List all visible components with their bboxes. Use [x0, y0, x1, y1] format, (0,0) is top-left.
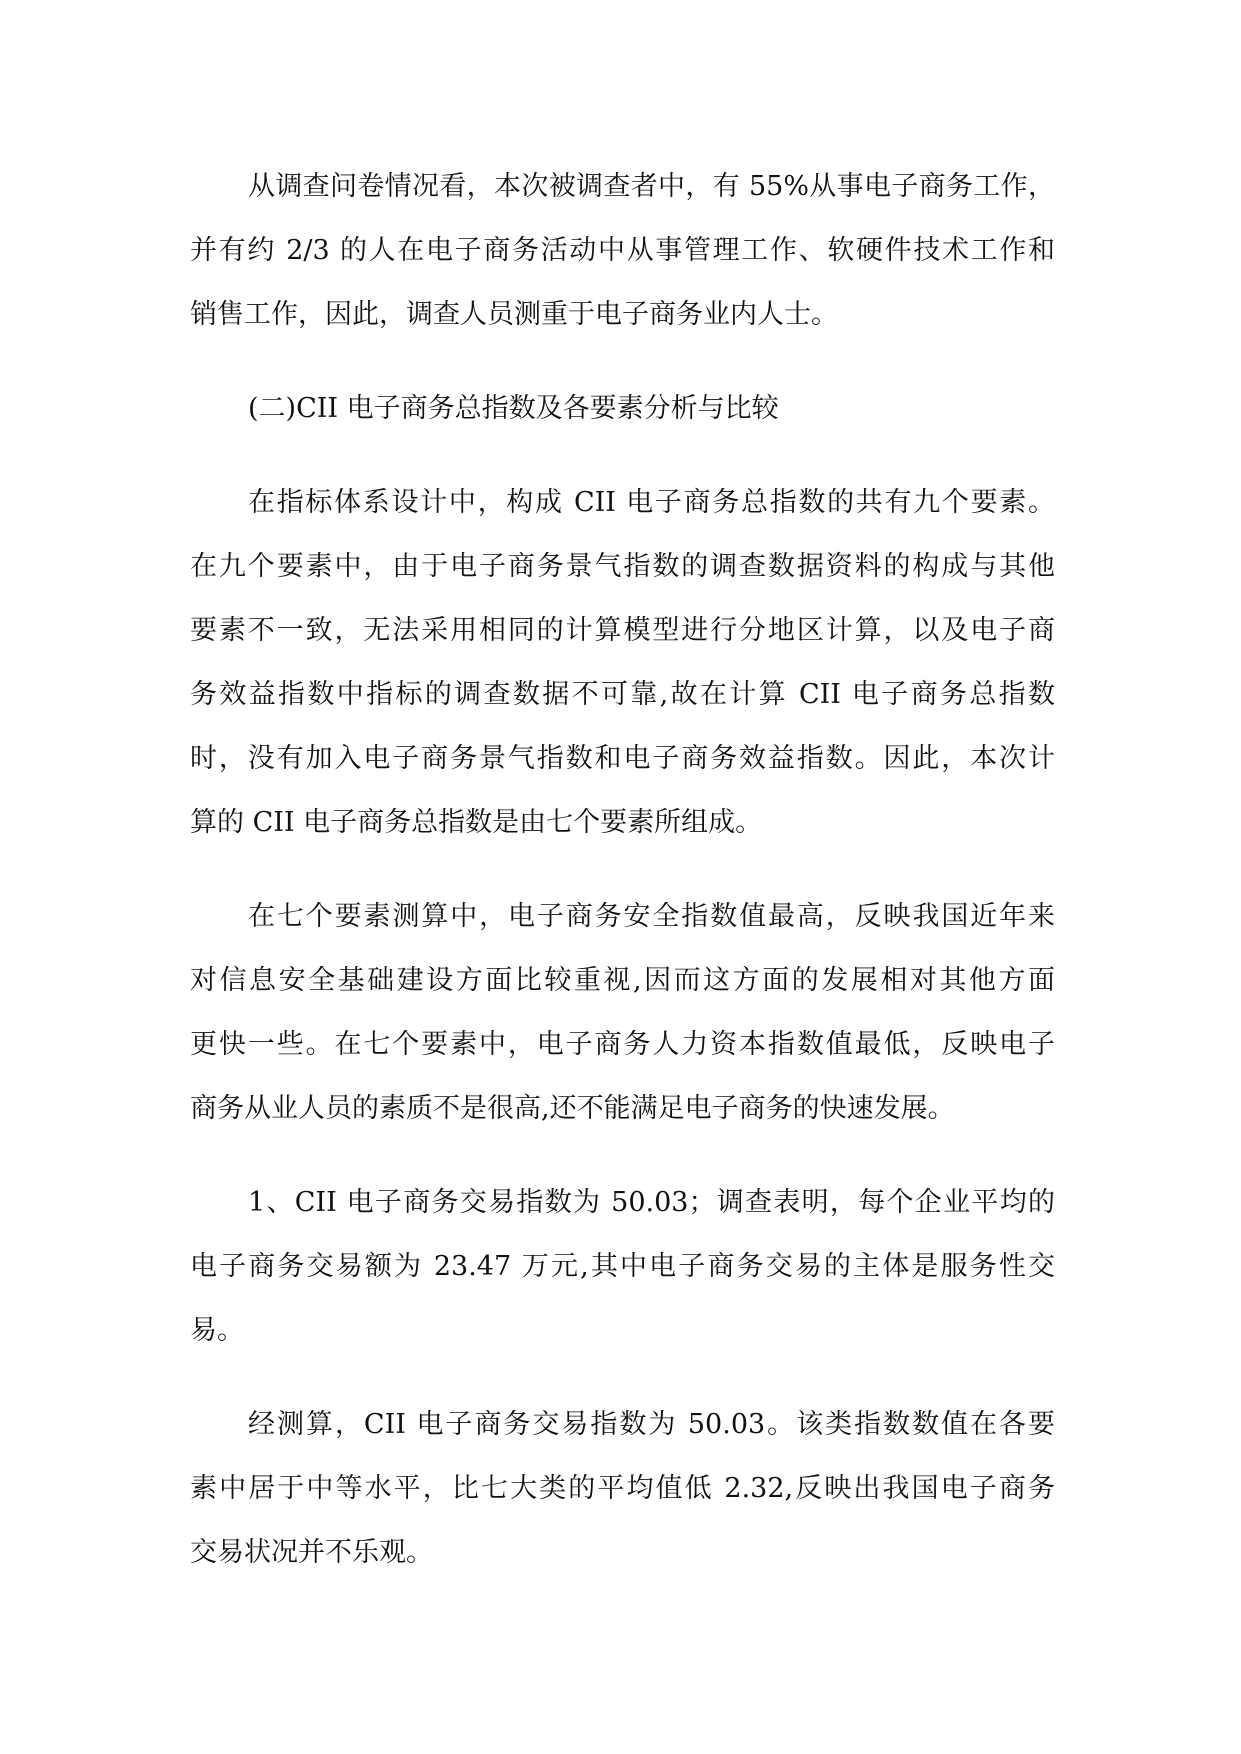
paragraph-line: 易。 — [190, 1315, 244, 1346]
body-paragraph — [190, 1171, 1055, 1363]
body-paragraph — [190, 1393, 1055, 1585]
paragraph-line: 在九个要素中，由于电子商务景气指数的调查数据资料的构成与其他 — [190, 551, 1055, 582]
paragraph-line: 商务从业人员的素质不是很高,还不能满足电子商务的快速发展。 — [190, 1093, 955, 1124]
body-paragraph — [190, 471, 1055, 855]
section-heading: (二)CII 电子商务总指数及各要素分析与比较 — [248, 393, 779, 424]
paragraph-line: 时，没有加入电子商务景气指数和电子商务效益指数。因此，本次计 — [190, 743, 1055, 774]
document-body — [190, 155, 1055, 1615]
paragraph-line: 销售工作，因此，调查人员测重于电子商务业内人士。 — [190, 299, 838, 330]
paragraph-line: 对信息安全基础建设方面比较重视,因而这方面的发展相对其他方面 — [190, 965, 1055, 996]
paragraph-first-line: 经测算，CII 电子商务交易指数为 50.03。该类指数数值在各要 — [248, 1409, 1055, 1440]
paragraph-first-line: 在指标体系设计中，构成 CII 电子商务总指数的共有九个要素。 — [248, 487, 1055, 518]
paragraph-first-line: 从调查问卷情况看，本次被调查者中，有 55%从事电子商务工作， — [248, 171, 1055, 202]
body-paragraph — [190, 885, 1055, 1141]
paragraph-line: 务效益指数中指标的调查数据不可靠,故在计算 CII 电子商务总指数 — [190, 679, 1055, 710]
paragraph-line: 要素不一致，无法采用相同的计算模型进行分地区计算，以及电子商 — [190, 615, 1055, 646]
paragraph-line: 素中居于中等水平，比七大类的平均值低 2.32,反映出我国电子商务 — [190, 1473, 1055, 1504]
intro-paragraph — [190, 155, 1055, 347]
body-paragraphs — [190, 471, 1055, 1585]
paragraph-line: 算的 CII 电子商务总指数是由七个要素所组成。 — [190, 807, 763, 838]
paragraph-line: 电子商务交易额为 23.47 万元,其中电子商务交易的主体是服务性交 — [190, 1251, 1055, 1282]
paragraph-line: 并有约 2/3 的人在电子商务活动中从事管理工作、软硬件技术工作和 — [190, 235, 1055, 266]
paragraph-line: 更快一些。在七个要素中，电子商务人力资本指数值最低，反映电子 — [190, 1029, 1055, 1060]
paragraph-line: 交易状况并不乐观。 — [190, 1537, 433, 1568]
paragraph-first-line: 在七个要素测算中，电子商务安全指数值最高，反映我国近年来 — [248, 901, 1055, 932]
paragraph-first-line: 1、CII 电子商务交易指数为 50.03；调查表明，每个企业平均的 — [248, 1187, 1055, 1218]
